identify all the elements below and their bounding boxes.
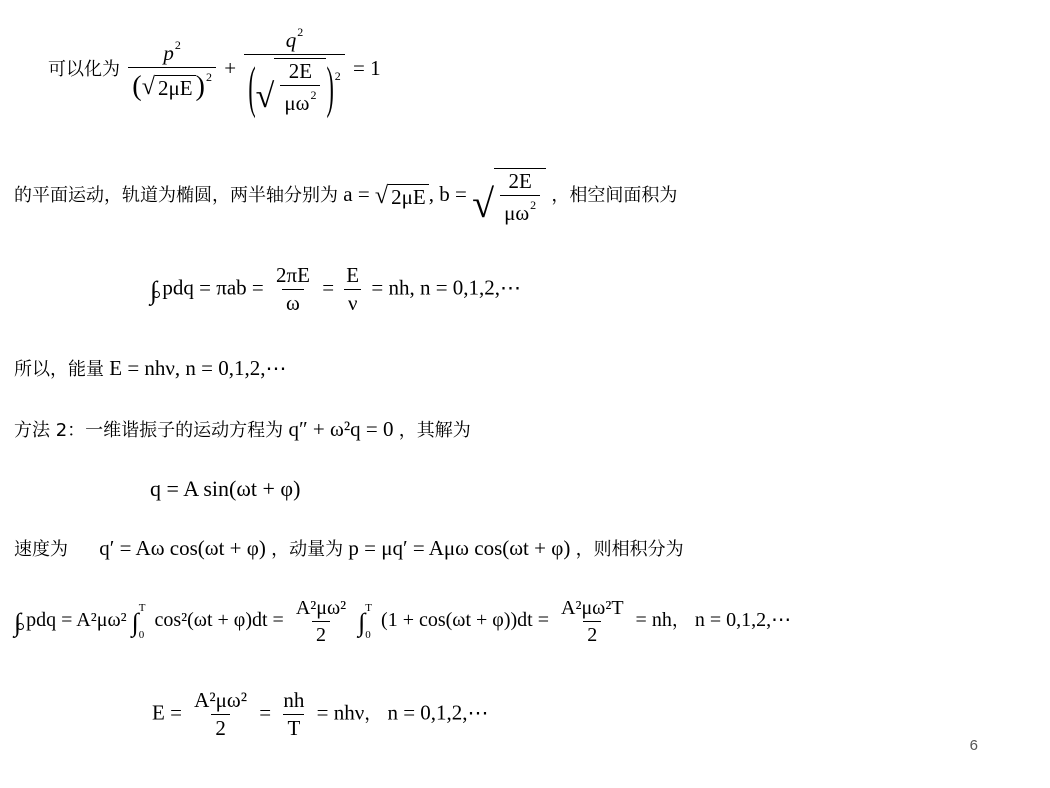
fraction-p: $p^2$ ( √ 2μE )$^2$ — [128, 39, 216, 101]
text-prefix: 可以化为 — [48, 58, 120, 80]
equation-line-2: 的平面运动，轨道为椭圆，两半轴分别为 a = √ 2μE , b = √ $\frac{2E}{\mu\omega^2}$ ，相空间面积为 — [14, 169, 678, 226]
page-number: 6 — [969, 737, 978, 754]
equation-line-4: 所以，能量 E = nhν, n = 0,1,2,⋯ — [14, 356, 287, 380]
equation-line-3: ∫ pdq = πab = $\frac{2\pi E}{\omega}$ = $\frac{E}{\nu}$ = nh, n = 0,1,2,⋯ — [150, 263, 522, 315]
equation-line-6: q = A sin(ωt + φ) — [150, 476, 301, 501]
equation-line-8: ∫ pdq = A²μω² ∫ T 0 cos²(ωt + φ)dt = $\frac{\text{A²μω²}}{2}$ ∫ T 0 (1 + cos(ωt + φ))dt = $\frac{\text{A²μω²T}}{2}$ = nh， n = 0,1,2,⋯ — [14, 597, 792, 646]
fraction-q: $q^2$ ( √ $\frac{2E}{\mu\omega^2}$ )$^2$ — [244, 26, 344, 114]
equation-line-1: 可以化为 $p^2$ ( √ 2μE )$^2$ + $q^2$ ( √ $\frac{2E}{\mu\omega^2}$ )$^2$ = 1 — [48, 25, 381, 120]
equation-line-7: 速度为 q′ = Aω cos(ωt + φ) ，动量为 p = μq′ = Aμω cos(ωt + φ) ，则相积分为 — [14, 536, 684, 560]
equation-line-5: 方法 2：一维谐振子的运动方程为 q″ + ω²q = 0 ，其解为 — [14, 417, 471, 441]
equation-line-9: E = $\frac{\text{A²μω²}}{2}$ = $\frac{nh}{T}$ = nhν， n = 0,1,2,⋯ — [152, 688, 489, 740]
